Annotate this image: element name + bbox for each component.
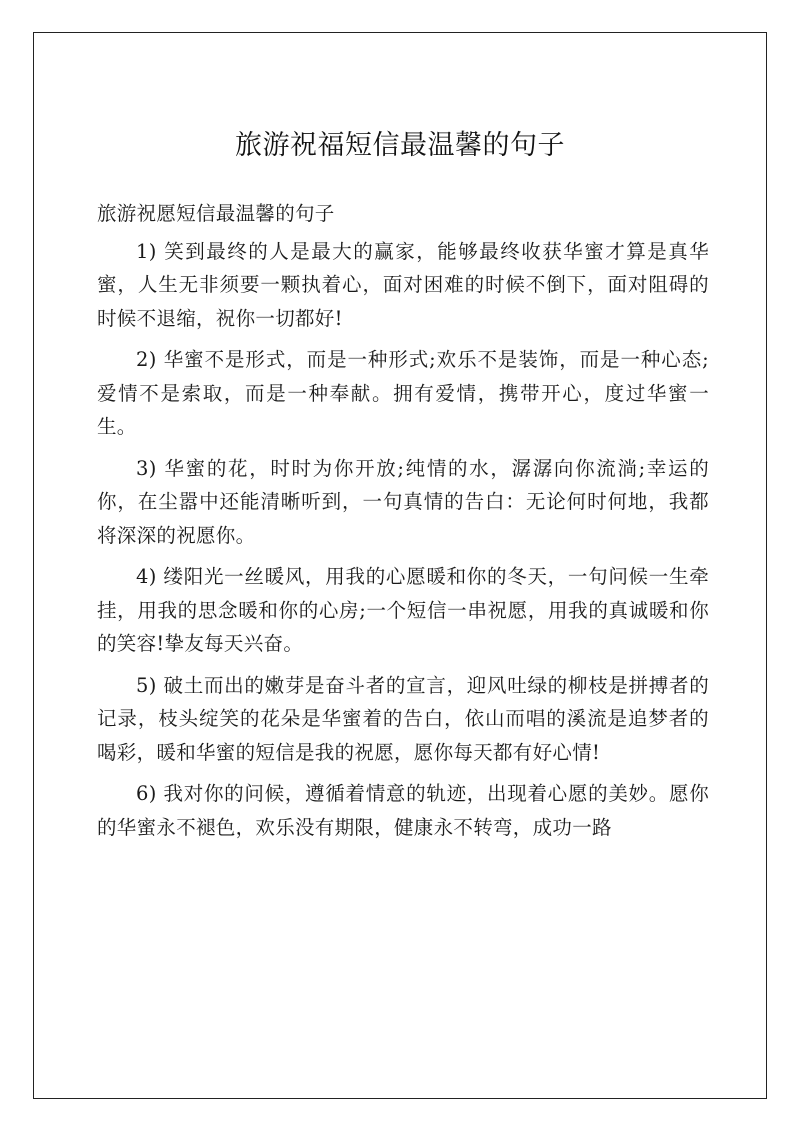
paragraph-5: 5) 破土而出的嫩芽是奋斗者的宣言，迎风吐绿的柳枝是拼搏者的记录，枝头绽笑的花朵是华蜜着的告白，依山而唱的溪流是追梦者的喝彩，暖和华蜜的短信是我的祝愿，愿你每天都有好心情! — [97, 673, 709, 764]
paragraph-4: 4) 缕阳光一丝暖风，用我的心愿暖和你的冬天，一句问候一生牵挂，用我的思念暖和你的心房;一个短信一串祝愿，用我的真诚暖和你的笑容!挚友每天兴奋。 — [97, 565, 709, 655]
paragraph-1: 1) 笑到最终的人是最大的赢家，能够最终收获华蜜才算是真华蜜，人生无非须要一颗执着心，面对困难的时候不倒下，面对阻碍的时候不退缩，祝你一切都好! — [97, 239, 709, 330]
paragraph-6: 6) 我对你的问候，遵循着情意的轨迹，出现着心愿的美妙。愿你的华蜜永不褪色，欢乐没有期限，健康永不转弯，成功一路 — [97, 782, 709, 839]
document-subtitle: 旅游祝愿短信最温馨的句子 — [97, 202, 335, 225]
paragraph-2: 2) 华蜜不是形式，而是一种形式;欢乐不是装饰，而是一种心态;爱情不是索取，而是一种奉献。拥有爱情，携带开心，度过华蜜一生。 — [97, 348, 709, 438]
document-body — [97, 197, 709, 852]
paragraph-3: 3) 华蜜的花，时时为你开放;纯情的水，潺潺向你流淌;幸运的你，在尘嚣中还能清晰听到，一句真情的告白：无论何时何地，我都将深深的祝愿你。 — [97, 456, 709, 547]
document-title: 旅游祝福短信最温馨的句子 — [235, 130, 565, 161]
